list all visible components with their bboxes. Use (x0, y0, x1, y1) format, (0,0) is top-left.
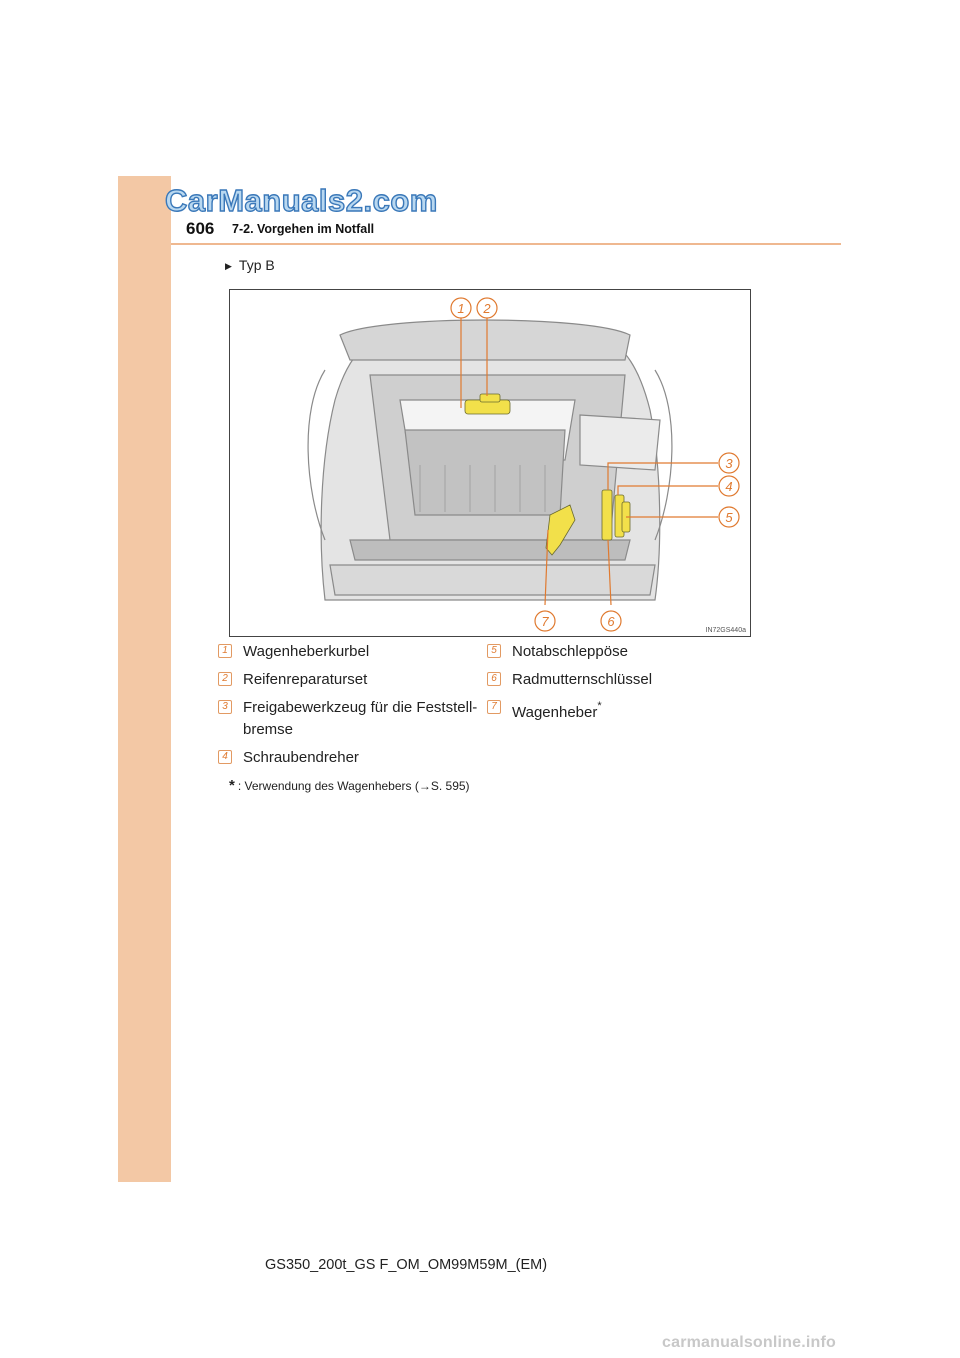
callout-1-label: 1 (457, 301, 465, 316)
figure-id: IN72GS440a (705, 627, 746, 634)
trunk-drawing (230, 290, 750, 636)
side-color-band (118, 176, 171, 1182)
section-title: 7-2. Vorgehen im Notfall (232, 222, 375, 236)
legend-label-line2: bremse (243, 721, 294, 738)
callout-3-label: 3 (725, 456, 733, 471)
legend-number: 3 (218, 700, 232, 714)
legend-label: Schraubendreher (243, 749, 359, 766)
legend-label: Radmutternschlüssel (512, 671, 653, 688)
callout-5-label: 5 (725, 510, 733, 525)
legend-number: 5 (487, 644, 501, 658)
trunk-tools-illustration (229, 289, 751, 637)
legend-number: 7 (487, 700, 501, 714)
footnote-marker: * (597, 700, 602, 712)
legend-number: 1 (218, 644, 232, 658)
callout-7-label: 7 (541, 614, 549, 629)
callout-4-label: 4 (725, 479, 733, 494)
page-number: 606 (186, 219, 215, 238)
callout-2-label: 2 (483, 301, 491, 316)
document-code: GS350_200t_GS F_OM_OM99M59M_(EM) (265, 1257, 548, 1273)
legend-number: 2 (218, 672, 232, 686)
legend-label: Reifenreparaturset (243, 671, 368, 688)
variant-label: Typ B (238, 257, 275, 273)
watermark-logo: CarManuals2.com (165, 183, 438, 218)
legend-number: 6 (487, 672, 501, 686)
legend-label-with-marker (512, 697, 602, 724)
legend-number: 4 (218, 750, 232, 764)
legend-label: Wagenheberkurbel (243, 643, 370, 660)
legend-label-line1: Freigabewerkzeug für die Feststell- (243, 699, 478, 716)
footnote (229, 777, 470, 794)
footnote-star: * (229, 777, 235, 794)
triangle-bullet-icon: ▶ (225, 261, 232, 271)
variant-heading (225, 257, 275, 273)
callout-6-label: 6 (607, 614, 615, 629)
legend-label: Notabschleppöse (512, 643, 628, 660)
header-divider (171, 243, 841, 245)
watermark-footer: carmanualsonline.info (662, 1334, 837, 1351)
footnote-text: : Verwendung des Wagenhebers (→S. 595) (237, 779, 470, 793)
legend-label: Wagenheber (512, 704, 598, 721)
